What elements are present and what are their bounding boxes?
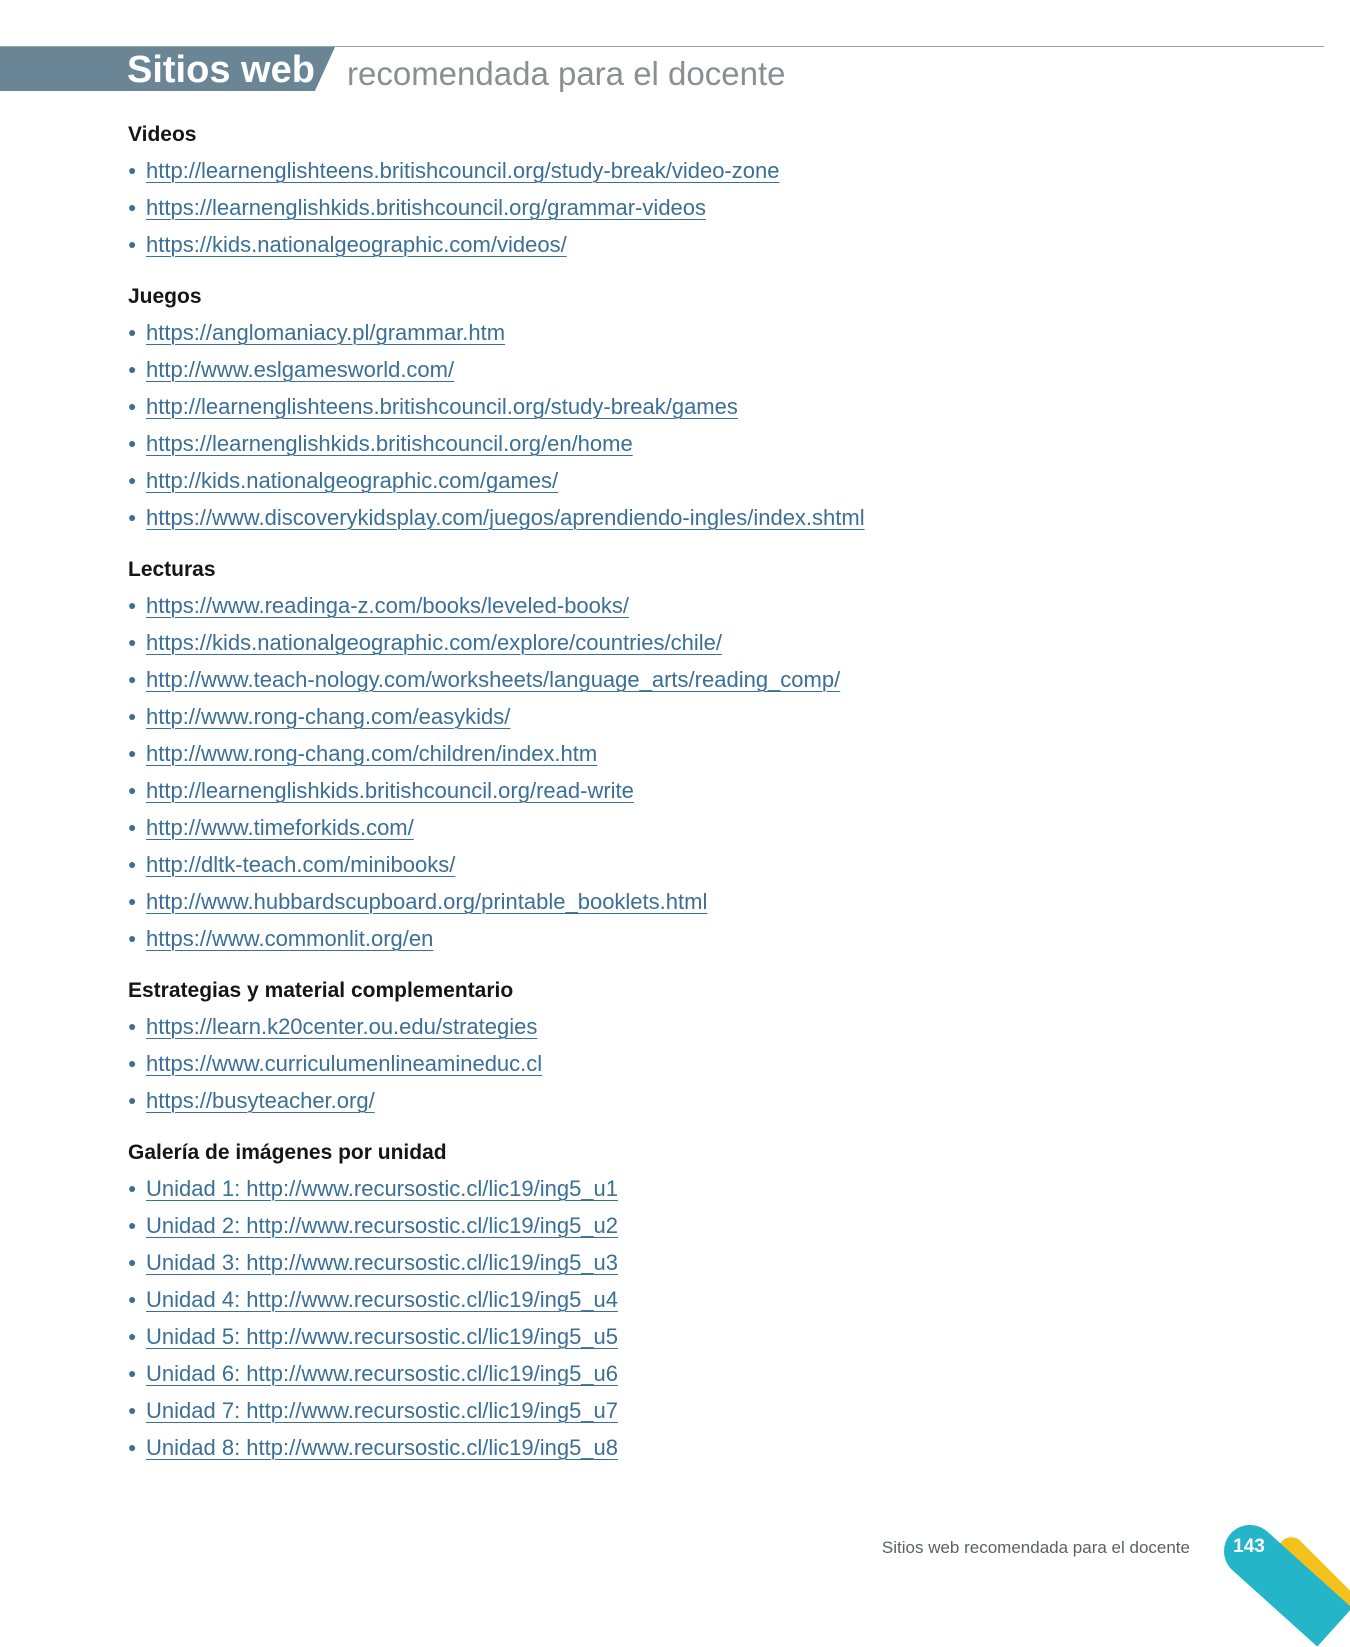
list-item bbox=[128, 661, 1228, 698]
link-list bbox=[128, 587, 1228, 957]
bullet-icon: ● bbox=[128, 1092, 137, 1108]
list-item bbox=[128, 1207, 1228, 1244]
bullet-icon: ● bbox=[128, 597, 137, 613]
bullet-icon: ● bbox=[128, 361, 137, 377]
link[interactable]: https://kids.nationalgeographic.com/explore/countries/chile/ bbox=[146, 630, 722, 655]
bullet-icon: ● bbox=[128, 236, 137, 252]
link[interactable]: http://learnenglishteens.britishcouncil.org/study-break/video-zone bbox=[146, 158, 780, 183]
link[interactable]: http://kids.nationalgeographic.com/games/ bbox=[146, 468, 559, 493]
bullet-icon: ● bbox=[128, 472, 137, 488]
link-list bbox=[128, 152, 1228, 263]
link[interactable]: https://learn.k20center.ou.edu/strategies bbox=[146, 1014, 538, 1039]
bullet-icon: ● bbox=[128, 671, 137, 687]
footer-text: Sitios web recomendada para el docente bbox=[881, 1538, 1190, 1557]
link-list bbox=[128, 314, 1228, 536]
link-list bbox=[128, 1008, 1228, 1119]
bullet-icon: ● bbox=[128, 162, 137, 178]
link[interactable]: http://www.rong-chang.com/easykids/ bbox=[146, 704, 511, 729]
list-item bbox=[128, 462, 1228, 499]
list-item bbox=[128, 587, 1228, 624]
section-videos bbox=[128, 118, 1228, 263]
link[interactable]: http://www.timeforkids.com/ bbox=[146, 815, 414, 840]
bullet-icon: ● bbox=[128, 1217, 137, 1233]
list-item bbox=[128, 698, 1228, 735]
list-item bbox=[128, 772, 1228, 809]
list-item bbox=[128, 1082, 1228, 1119]
link[interactable]: http://www.hubbardscupboard.org/printable_booklets.html bbox=[146, 889, 708, 914]
link[interactable]: http://learnenglishkids.britishcouncil.org/read-write bbox=[146, 778, 634, 803]
content bbox=[128, 118, 1228, 1483]
link[interactable]: Unidad 1: http://www.recursostic.cl/lic19/ing5_u1 bbox=[146, 1176, 619, 1201]
link[interactable]: Unidad 7: http://www.recursostic.cl/lic19/ing5_u7 bbox=[146, 1398, 619, 1423]
list-item bbox=[128, 1170, 1228, 1207]
list-item bbox=[128, 351, 1228, 388]
list-item bbox=[128, 314, 1228, 351]
link[interactable]: https://learnenglishkids.britishcouncil.org/en/home bbox=[146, 431, 633, 456]
bullet-icon: ● bbox=[128, 199, 137, 215]
page-subtitle: recomendada para el docente bbox=[347, 55, 786, 92]
list-item bbox=[128, 624, 1228, 661]
list-item bbox=[128, 1008, 1228, 1045]
bullet-icon: ● bbox=[128, 893, 137, 909]
section-title: Estrategias y material complementario bbox=[128, 979, 514, 1002]
list-item bbox=[128, 920, 1228, 957]
section-galeria bbox=[128, 1136, 1228, 1466]
link[interactable]: https://www.commonlit.org/en bbox=[146, 926, 434, 951]
list-item bbox=[128, 809, 1228, 846]
bullet-icon: ● bbox=[128, 708, 137, 724]
bullet-icon: ● bbox=[128, 509, 137, 525]
link[interactable]: https://busyteacher.org/ bbox=[146, 1088, 375, 1113]
list-item bbox=[128, 1244, 1228, 1281]
section-juegos bbox=[128, 280, 1228, 536]
bullet-icon: ● bbox=[128, 856, 137, 872]
bullet-icon: ● bbox=[128, 930, 137, 946]
list-item bbox=[128, 499, 1228, 536]
link[interactable]: Unidad 6: http://www.recursostic.cl/lic19/ing5_u6 bbox=[146, 1361, 619, 1386]
bullet-icon: ● bbox=[128, 1402, 137, 1418]
page-title: Sitios web bbox=[127, 49, 315, 91]
link[interactable]: http://www.rong-chang.com/children/index.htm bbox=[146, 741, 598, 766]
list-item bbox=[128, 189, 1228, 226]
link[interactable]: http://learnenglishteens.britishcouncil.org/study-break/games bbox=[146, 394, 738, 419]
bullet-icon: ● bbox=[128, 435, 137, 451]
section-title: Videos bbox=[128, 123, 197, 146]
list-item bbox=[128, 1045, 1228, 1082]
link[interactable]: Unidad 4: http://www.recursostic.cl/lic19/ing5_u4 bbox=[146, 1287, 619, 1312]
list-item bbox=[128, 735, 1228, 772]
bullet-icon: ● bbox=[128, 1328, 137, 1344]
bullet-icon: ● bbox=[128, 1439, 137, 1455]
list-item bbox=[128, 388, 1228, 425]
link[interactable]: https://www.discoverykidsplay.com/juegos/aprendiendo-ingles/index.shtml bbox=[146, 505, 865, 530]
link[interactable]: Unidad 3: http://www.recursostic.cl/lic19/ing5_u3 bbox=[146, 1250, 619, 1275]
section-title: Juegos bbox=[128, 285, 202, 308]
section-title: Lecturas bbox=[128, 558, 216, 581]
page-number: 143 bbox=[1233, 1536, 1265, 1557]
list-item bbox=[128, 846, 1228, 883]
list-item bbox=[128, 1318, 1228, 1355]
link[interactable]: Unidad 2: http://www.recursostic.cl/lic19/ing5_u2 bbox=[146, 1213, 619, 1238]
bullet-icon: ● bbox=[128, 1291, 137, 1307]
link[interactable]: https://kids.nationalgeographic.com/videos/ bbox=[146, 232, 567, 257]
list-item bbox=[128, 1392, 1228, 1429]
link-list bbox=[128, 1170, 1228, 1466]
bullet-icon: ● bbox=[128, 324, 137, 340]
list-item bbox=[128, 425, 1228, 462]
section-estrategias bbox=[128, 974, 1228, 1119]
bullet-icon: ● bbox=[128, 398, 137, 414]
bullet-icon: ● bbox=[128, 1055, 137, 1071]
bullet-icon: ● bbox=[128, 1254, 137, 1270]
link[interactable]: https://www.readinga-z.com/books/leveled-books/ bbox=[146, 593, 630, 618]
header-rule bbox=[0, 46, 1324, 47]
link[interactable]: http://www.eslgamesworld.com/ bbox=[146, 357, 455, 382]
list-item bbox=[128, 226, 1228, 263]
list-item bbox=[128, 1429, 1228, 1466]
list-item bbox=[128, 1281, 1228, 1318]
bullet-icon: ● bbox=[128, 1018, 137, 1034]
link[interactable]: https://www.curriculumenlineamineduc.cl bbox=[146, 1051, 543, 1076]
section-lecturas bbox=[128, 553, 1228, 957]
section-title: Galería de imágenes por unidad bbox=[128, 1141, 447, 1164]
link[interactable]: https://anglomaniacy.pl/grammar.htm bbox=[146, 320, 506, 345]
bullet-icon: ● bbox=[128, 819, 137, 835]
link[interactable]: Unidad 5: http://www.recursostic.cl/lic19/ing5_u5 bbox=[146, 1324, 619, 1349]
link[interactable]: http://www.teach-nology.com/worksheets/language_arts/reading_comp/ bbox=[146, 667, 841, 692]
list-item bbox=[128, 1355, 1228, 1392]
bullet-icon: ● bbox=[128, 782, 137, 798]
link[interactable]: http://dltk-teach.com/minibooks/ bbox=[146, 852, 456, 877]
bullet-icon: ● bbox=[128, 1365, 137, 1381]
bullet-icon: ● bbox=[128, 1180, 137, 1196]
bullet-icon: ● bbox=[128, 634, 137, 650]
link[interactable]: https://learnenglishkids.britishcouncil.org/grammar-videos bbox=[146, 195, 707, 220]
bullet-icon: ● bbox=[128, 745, 137, 761]
list-item bbox=[128, 883, 1228, 920]
link[interactable]: Unidad 8: http://www.recursostic.cl/lic19/ing5_u8 bbox=[146, 1435, 619, 1460]
list-item bbox=[128, 152, 1228, 189]
